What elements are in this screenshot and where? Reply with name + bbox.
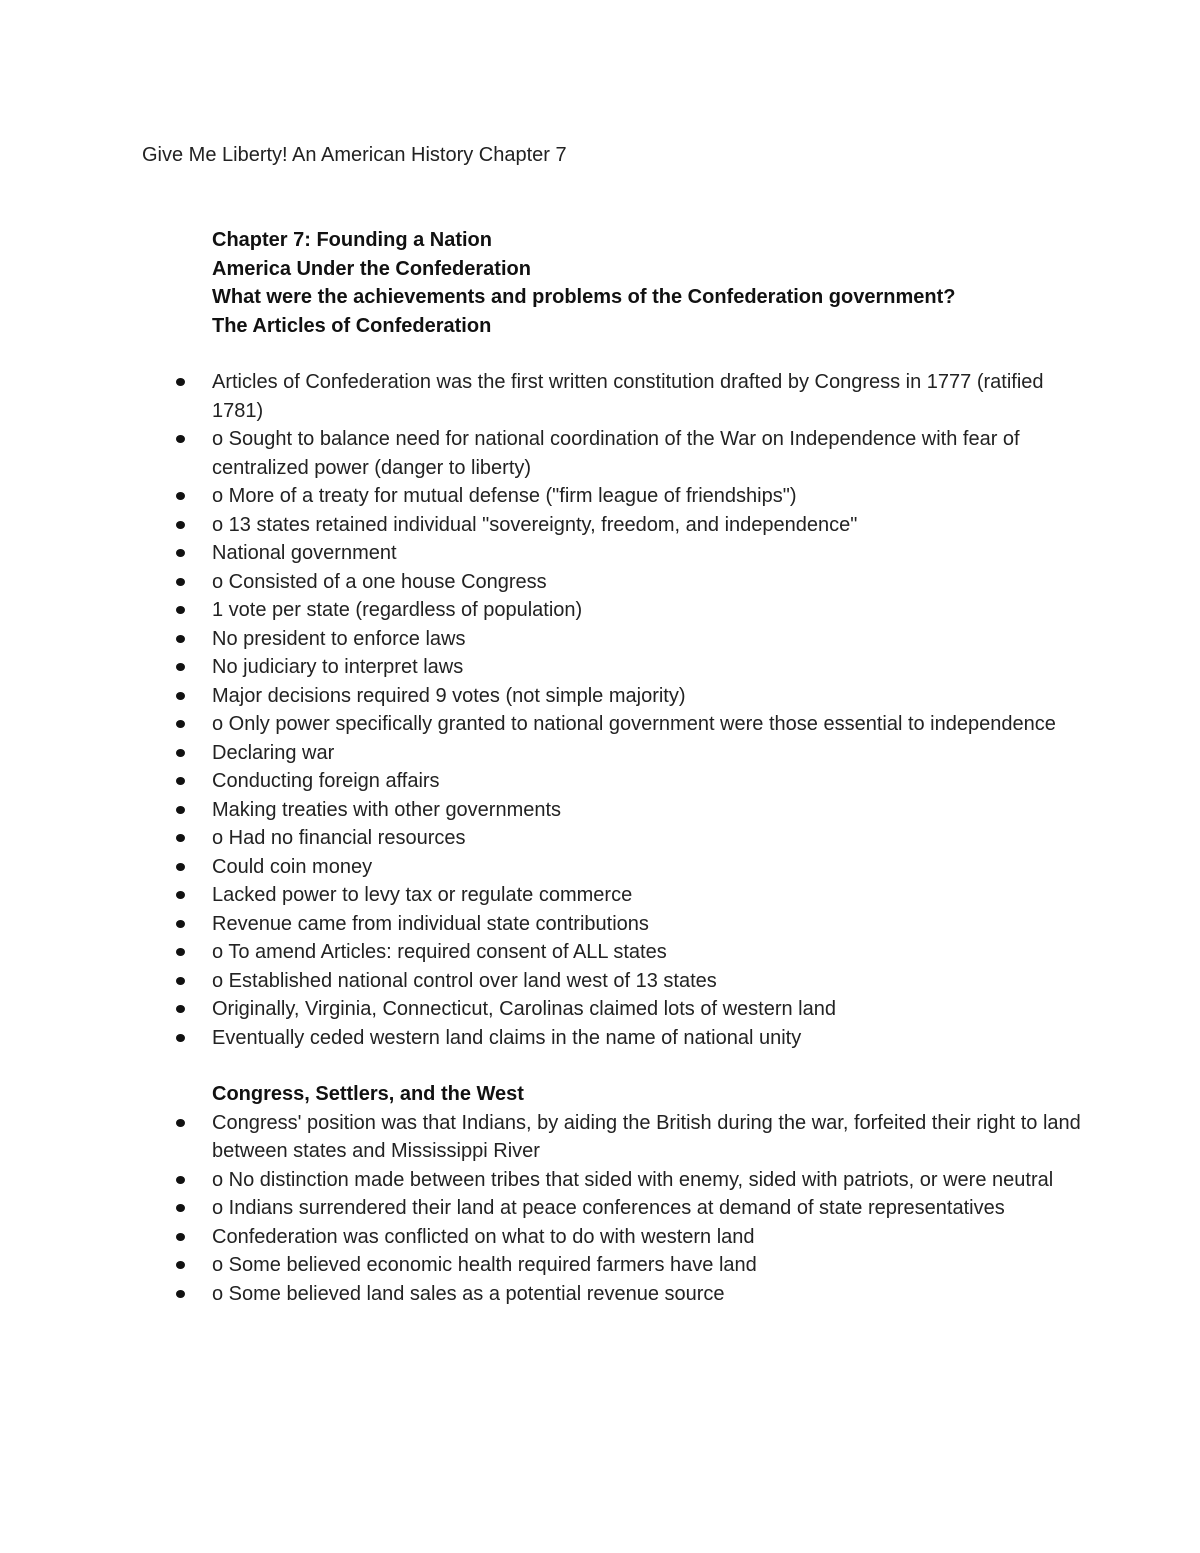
subsection-heading: The Articles of Confederation <box>212 314 492 337</box>
list-item <box>212 653 1082 682</box>
list-item <box>212 539 1082 568</box>
bullet-icon <box>176 1204 185 1212</box>
list-item <box>212 910 1082 939</box>
list-item-text: o Had no financial resources <box>212 827 466 849</box>
list-item-text: Conducting foreign affairs <box>212 770 440 792</box>
list-item-text: o Some believed land sales as a potential revenue source <box>212 1282 725 1305</box>
document-body <box>212 226 1082 1308</box>
list-item <box>212 739 1082 768</box>
bullet-icon <box>176 720 185 728</box>
list-item <box>212 1166 1082 1195</box>
bullet-icon <box>176 435 185 443</box>
list-item <box>212 425 1082 482</box>
heading-group <box>212 226 1082 340</box>
list-item-text: 1 vote per state (regardless of population) <box>212 599 583 621</box>
list-item <box>212 625 1082 654</box>
list-item-text: National government <box>212 542 397 564</box>
bullet-icon <box>176 834 185 842</box>
list-item-text: No president to enforce laws <box>212 627 466 650</box>
bullet-icon <box>176 749 185 757</box>
list-item <box>212 710 1082 739</box>
list-item <box>212 1194 1082 1223</box>
bullet-icon <box>176 492 185 500</box>
bullet-icon <box>176 1119 185 1127</box>
list-item-text: Major decisions required 9 votes (not simple majority) <box>212 684 686 707</box>
list-item-text: o No distinction made between tribes that sided with enemy, sided with patriots, or were neutral <box>212 1168 1054 1191</box>
question-heading: What were the achievements and problems of the Confederation government? <box>212 286 956 308</box>
list-item <box>212 853 1082 882</box>
bullet-icon <box>176 1034 185 1042</box>
bullet-icon <box>176 578 185 586</box>
list-item <box>212 967 1082 996</box>
list-item-text: o Established national control over land west of 13 states <box>212 969 717 992</box>
bullet-icon <box>176 1005 185 1013</box>
list-item-text: o Sought to balance need for national coordination of the War on Independence with fear of centralized power (danger to liberty) <box>212 428 1020 479</box>
bullet-icon <box>176 948 185 956</box>
list-item-text: o 13 states retained individual "sovereignty, freedom, and independence" <box>212 513 858 536</box>
bullet-icon <box>176 1176 185 1184</box>
list-item-text: Confederation was conflicted on what to do with western land <box>212 1225 755 1248</box>
list-item <box>212 682 1082 711</box>
articles-bullet-list <box>212 368 1082 1052</box>
list-item <box>212 1280 1082 1309</box>
list-item-text: o Consisted of a one house Congress <box>212 570 547 593</box>
list-item <box>212 482 1082 511</box>
section-heading: America Under the Confederation <box>212 257 531 280</box>
bullet-icon <box>176 777 185 785</box>
list-item-text: Making treaties with other governments <box>212 798 562 821</box>
bullet-icon <box>176 891 185 899</box>
list-item-text: Declaring war <box>212 741 335 764</box>
bullet-icon <box>176 663 185 671</box>
bullet-icon <box>176 806 185 814</box>
list-item <box>212 995 1082 1024</box>
list-item <box>212 938 1082 967</box>
list-item <box>212 796 1082 825</box>
bullet-icon <box>176 692 185 700</box>
bullet-icon <box>176 1290 185 1298</box>
list-item <box>212 1109 1082 1166</box>
list-item-text: Originally, Virginia, Connecticut, Carolinas claimed lots of western land <box>212 998 836 1020</box>
bullet-icon <box>176 606 185 614</box>
bullet-icon <box>176 863 185 871</box>
list-item <box>212 511 1082 540</box>
list-item <box>212 767 1082 796</box>
list-item-text: Lacked power to levy tax or regulate commerce <box>212 884 633 906</box>
list-item-text: Eventually ceded western land claims in the name of national unity <box>212 1026 802 1049</box>
bullet-icon <box>176 521 185 529</box>
chapter-heading: Chapter 7: Founding a Nation <box>212 229 492 251</box>
list-item-text: o Some believed economic health required farmers have land <box>212 1254 757 1276</box>
list-item-text: o More of a treaty for mutual defense ("firm league of friendships") <box>212 485 797 507</box>
list-item <box>212 568 1082 597</box>
west-section-heading: Congress, Settlers, and the West <box>212 1083 524 1105</box>
list-item <box>212 368 1082 425</box>
bullet-icon <box>176 378 185 386</box>
list-item-text: Could coin money <box>212 855 373 878</box>
bullet-icon <box>176 977 185 985</box>
bullet-icon <box>176 920 185 928</box>
list-item <box>212 596 1082 625</box>
list-item-text: Revenue came from individual state contributions <box>212 912 649 935</box>
list-item-text: o Only power specifically granted to national government were those essential to independence <box>212 713 1056 735</box>
west-bullet-list <box>212 1109 1082 1309</box>
list-item <box>212 1251 1082 1280</box>
bullet-icon <box>176 635 185 643</box>
bullet-icon <box>176 1233 185 1241</box>
list-item <box>212 824 1082 853</box>
list-item-text: No judiciary to interpret laws <box>212 656 464 678</box>
list-item <box>212 1024 1082 1053</box>
page-title: Give Me Liberty! An American History Chapter 7 <box>142 144 567 166</box>
list-item-text: Congress' position was that Indians, by aiding the British during the war, forfeited their right to land between states and Mississippi River <box>212 1111 1081 1162</box>
list-item <box>212 1223 1082 1252</box>
list-item <box>212 881 1082 910</box>
list-item-text: o To amend Articles: required consent of ALL states <box>212 941 667 963</box>
list-item-text: Articles of Confederation was the first written constitution drafted by Congress in 1777 (ratified 1781) <box>212 371 1044 422</box>
bullet-icon <box>176 549 185 557</box>
bullet-icon <box>176 1261 185 1269</box>
list-item-text: o Indians surrendered their land at peace conferences at demand of state representatives <box>212 1197 1005 1219</box>
